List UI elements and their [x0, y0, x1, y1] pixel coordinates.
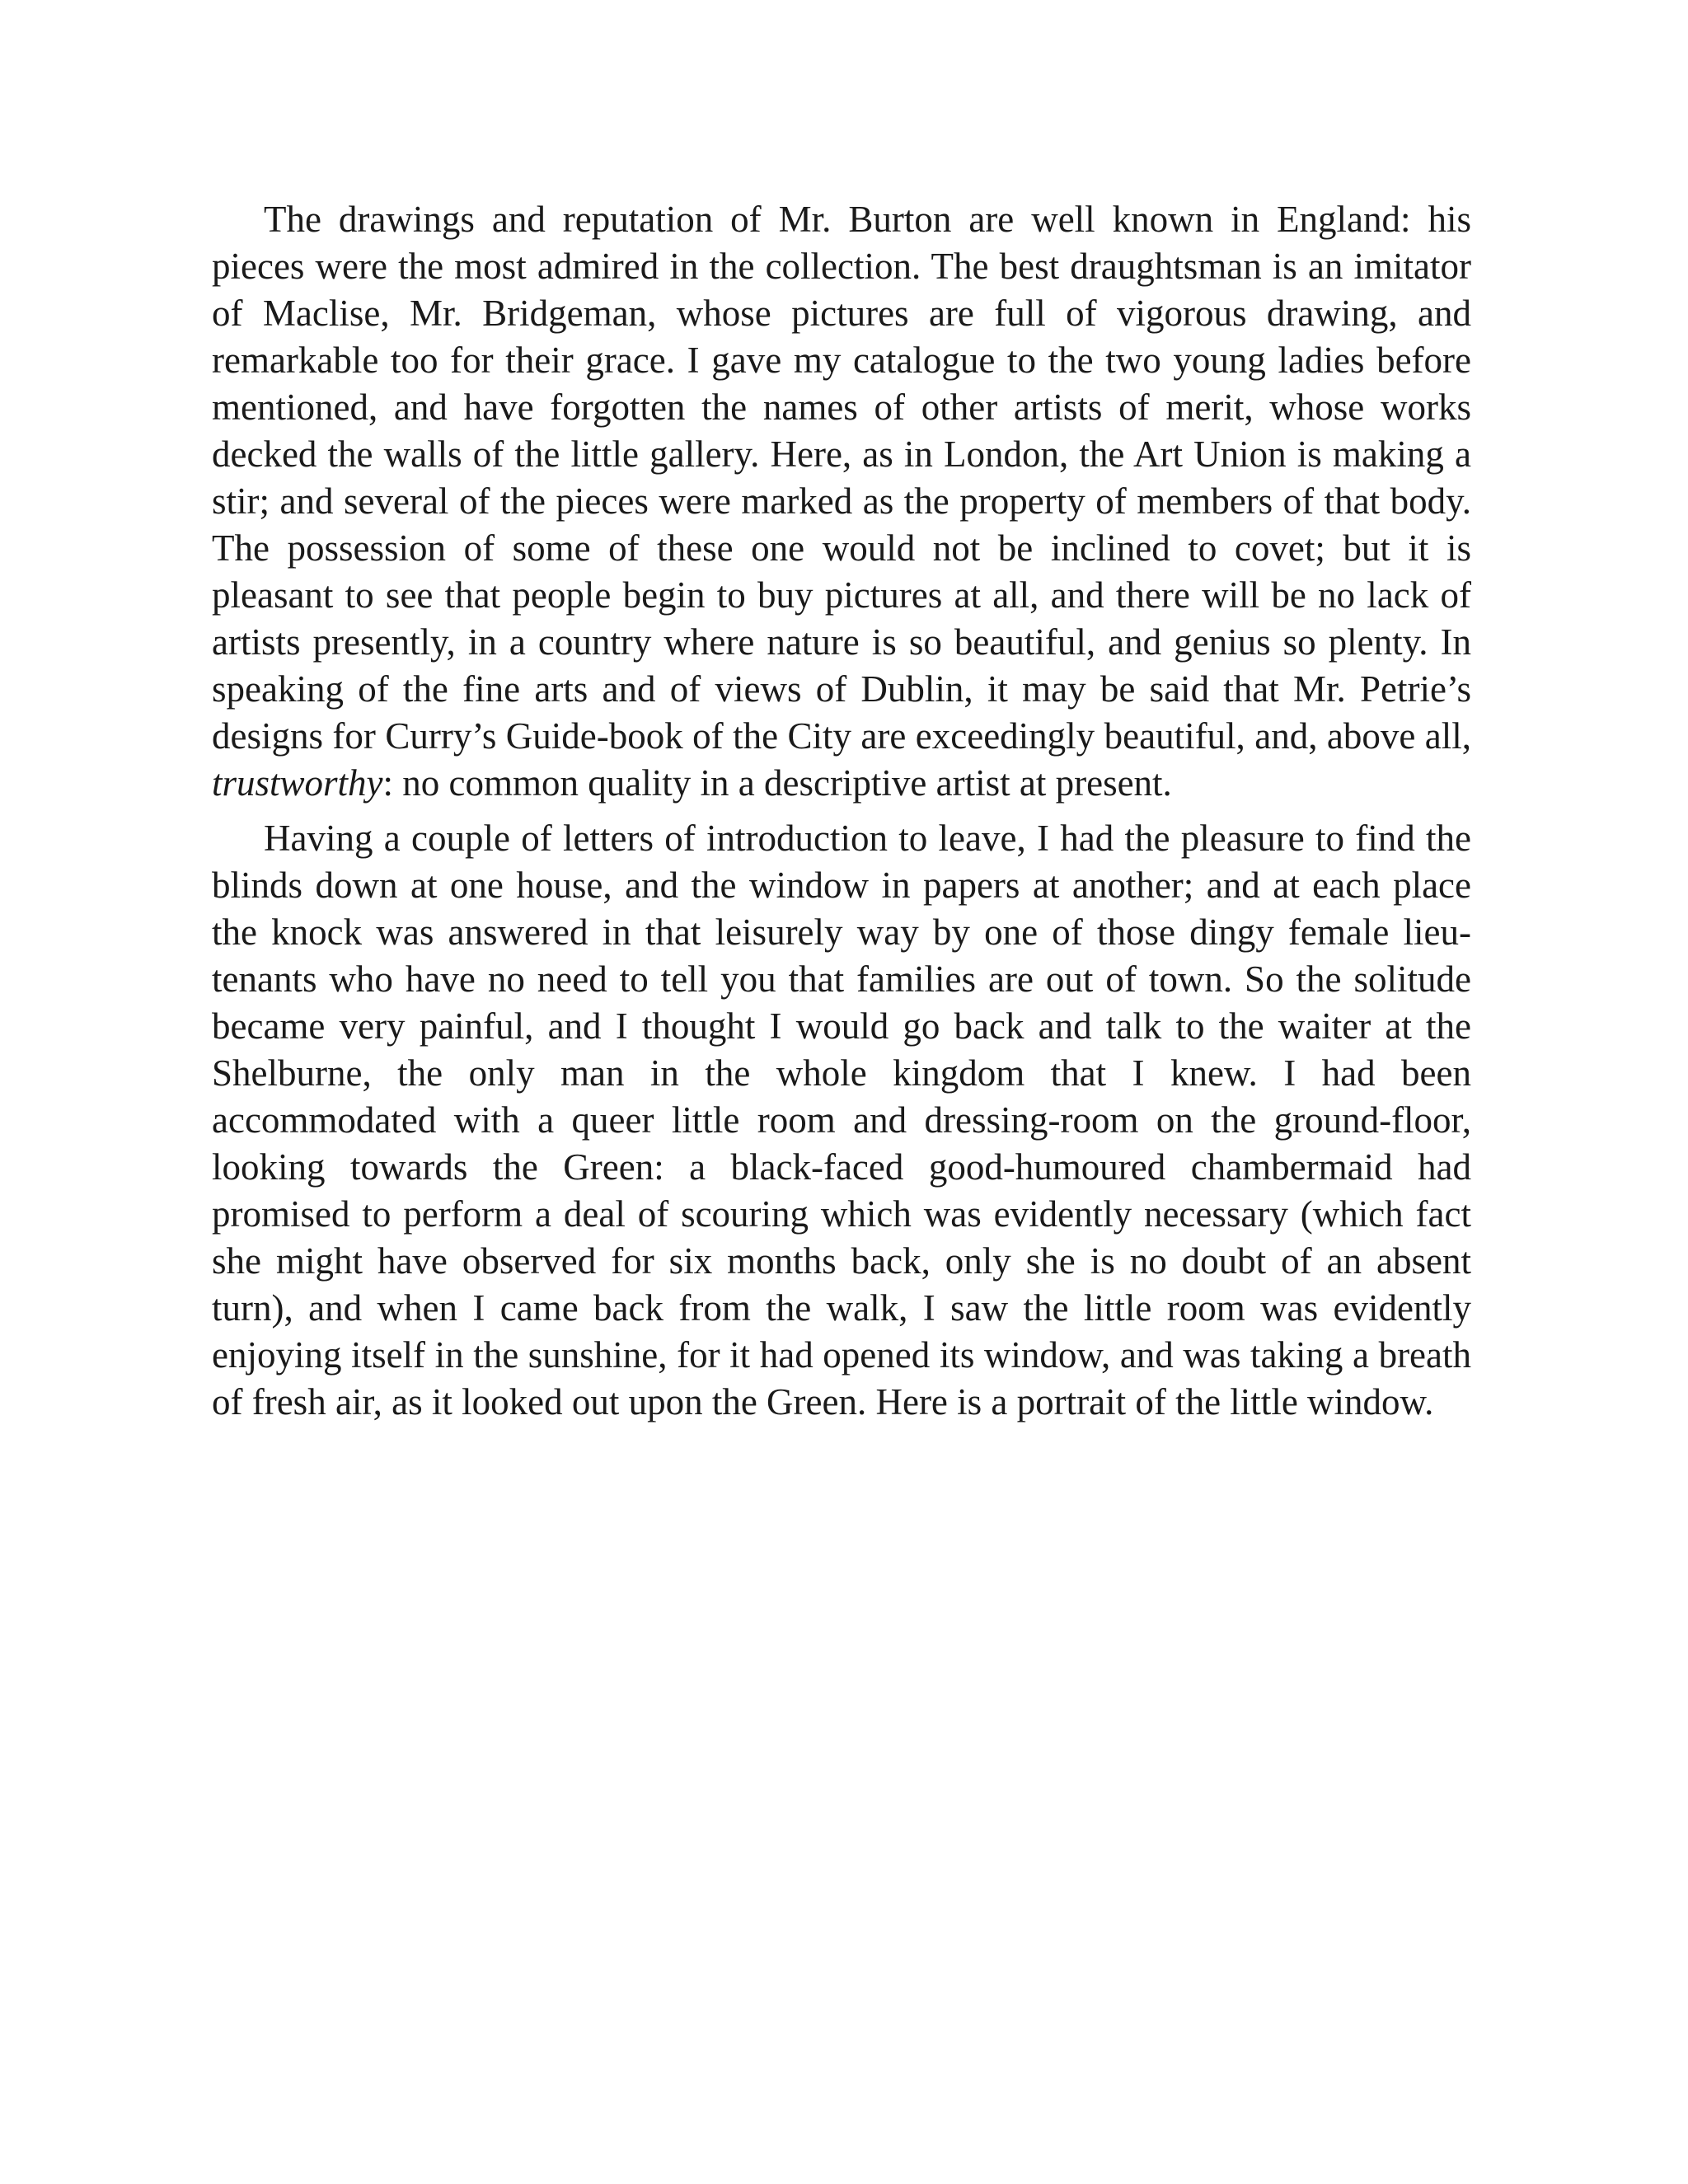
paragraph-1-ending: : no common quality in a descriptive artist at present.: [382, 762, 1172, 804]
body-text: [212, 196, 1471, 1426]
paragraph-2: [212, 815, 1471, 1426]
paragraph-1-text: The drawings and reputation of Mr. Burton are well known in England: his pieces were the most admired in the collection. The best draughtsman is an imitator of Maclise, Mr. Bridgeman, whose pictures are full of vigorous drawing, and remarkable too for their grace. I gave my catalogue to the two young ladies before mentioned, and have forgotten the names of other artists of merit, whose works decked the walls of the little gallery. Here, as in London, the Art Union is making a stir; and several of the pieces were marked as the property of members of that body. The possession of some of these one would not be inclined to covet; but it is pleasant to see that people begin to buy pictures at all, and there will be no lack of artists presently, in a country where nature is so beautiful, and genius so plenty. In speaking of the fine arts and of views of Dublin, it may be said that Mr. Petrie’s designs for Curry’s Guide-book of the City are exceedingly beautiful, and, above all,: [212, 199, 1471, 757]
paragraph-2-text: Having a couple of letters of introduction to leave, I had the pleasure to find the blinds down at one house, and the window in papers at another; and at each place the knock was answered in that leisurely way by one of those dingy female lieu-tenants who have no need to tell you that families are out of town. So the solitude became very painful, and I thought I would go back and talk to the waiter at the Shelburne, the only man in the whole kingdom that I knew. I had been accommodated with a queer little room and dressing-room on the ground-floor, looking towards the Green: a black-faced good-humoured chambermaid had promised to perform a deal of scouring which was evidently necessary (which fact she might have observed for six months back, only she is no doubt of an absent turn), and when I came back from the walk, I saw the little room was evidently enjoying itself in the sunshine, for it had opened its window, and was taking a breath of fresh air, as it looked out upon the Green. Here is a portrait of the little window.: [212, 818, 1471, 1422]
emphasis-trustworthy: trustworthy: [212, 762, 383, 804]
paragraph-1: [212, 196, 1471, 807]
